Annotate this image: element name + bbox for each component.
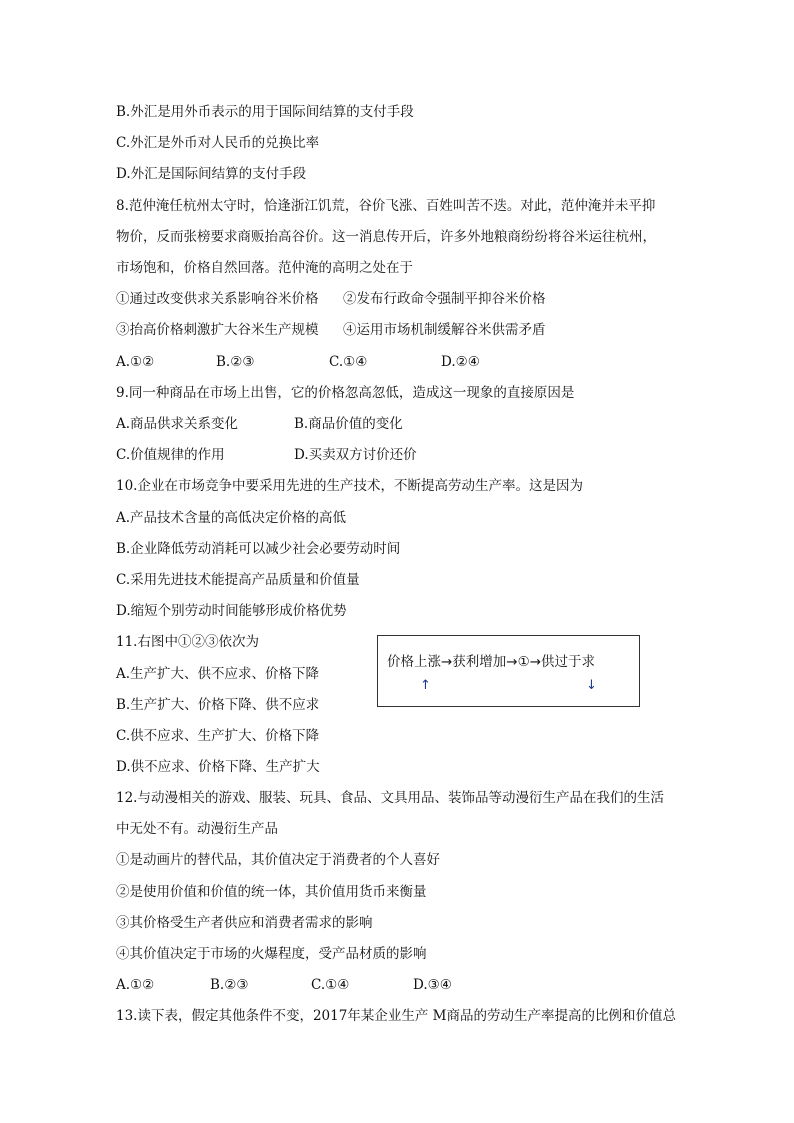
q8-item-2: ②发布行政命令强制平抑谷米价格 <box>343 291 546 307</box>
q11-option-a: A.生产扩大、供不应求、价格下降 <box>116 666 320 682</box>
q8-option-b: B.②③ <box>216 354 255 370</box>
q10-stem: 10.企业在市场竞争中要采用先进的生产技术，不断提高劳动生产率。这是因为 <box>116 478 583 494</box>
arrow-up-icon: ↑ <box>420 678 431 693</box>
arrow-down-icon: ↓ <box>586 678 597 693</box>
q11-stem: 11.右图中①②③依次为 <box>116 634 259 650</box>
q8-stem-line-2: 物价，反而张榜要求商贩抬高谷价。这一消息传开后，许多外地粮商纷纷将谷米运往杭州， <box>116 229 656 245</box>
q8-option-c: C.①④ <box>329 354 368 370</box>
q11-option-d: D.供不应求、价格下降、生产扩大 <box>116 759 320 775</box>
q7-option-c: C.外汇是外币对人民币的兑换比率 <box>116 135 320 151</box>
q12-option-d: D.③④ <box>413 977 452 993</box>
q9-option-d: D.买卖双方讨价还价 <box>294 447 417 463</box>
q8-stem-line-1: 8.范仲淹任杭州太守时，恰逢浙江饥荒，谷价飞涨、百姓叫苦不迭。对此，范仲淹并未平抑 <box>116 198 656 214</box>
q8-option-a: A.①② <box>116 354 155 370</box>
q13-stem: 13.读下表，假定其他条件不变，2017年某企业生产 M商品的劳动生产率提高的比例和价值总 <box>116 1008 676 1024</box>
q8-item-1: ①通过改变供求关系影响谷米价格 <box>116 291 319 307</box>
q8-item-3: ③抬高价格刺激扩大谷米生产规模 <box>116 322 319 338</box>
q9-option-b: B.商品价值的变化 <box>294 416 403 432</box>
q11-flow-diagram <box>377 635 640 707</box>
q7-option-b: B.外汇是用外币表示的用于国际间结算的支付手段 <box>116 104 414 120</box>
q12-item-1: ①是动画片的替代品，其价值决定于消费者的个人喜好 <box>116 852 440 868</box>
q8-item-4: ④运用市场机制缓解谷米供需矛盾 <box>343 322 546 338</box>
q12-stem-line-2: 中无处不有。动漫衍生产品 <box>116 821 278 837</box>
q12-stem-line-1: 12.与动漫相关的游戏、服装、玩具、食品、文具用品、装饰品等动漫衍生产品在我们的生活 <box>116 790 664 806</box>
q8-option-d: D.②④ <box>441 354 480 370</box>
q10-option-c: C.采用先进技术能提高产品质量和价值量 <box>116 572 360 588</box>
q9-stem: 9.同一种商品在市场上出售，它的价格忽高忽低，造成这一现象的直接原因是 <box>116 385 575 401</box>
q12-item-4: ④其价值决定于市场的火爆程度，受产品材质的影响 <box>116 946 427 962</box>
q9-option-c: C.价值规律的作用 <box>116 447 225 463</box>
q11-option-b: B.生产扩大、价格下降、供不应求 <box>116 697 320 713</box>
q10-option-a: A.产品技术含量的高低决定价格的高低 <box>116 510 347 526</box>
q10-option-d: D.缩短个别劳动时间能够形成价格优势 <box>116 603 347 619</box>
q12-item-2: ②是使用价值和价值的统一体，其价值用货币来衡量 <box>116 884 427 900</box>
q8-stem-line-3: 市场饱和，价格自然回落。范仲淹的高明之处在于 <box>116 260 413 276</box>
q11-option-c: C.供不应求、生产扩大、价格下降 <box>116 728 320 744</box>
q12-item-3: ③其价格受生产者供应和消费者需求的影响 <box>116 915 373 931</box>
q9-option-a: A.商品供求关系变化 <box>116 416 239 432</box>
q7-option-d: D.外汇是国际间结算的支付手段 <box>116 166 307 182</box>
q10-option-b: B.企业降低劳动消耗可以减少社会必要劳动时间 <box>116 541 401 557</box>
q12-option-b: B.②③ <box>210 977 249 993</box>
q11-diagram-flow-text: 价格上涨→获利增加→①→供过于求 <box>387 654 596 670</box>
q12-option-a: A.①② <box>116 977 155 993</box>
q12-option-c: C.①④ <box>311 977 350 993</box>
